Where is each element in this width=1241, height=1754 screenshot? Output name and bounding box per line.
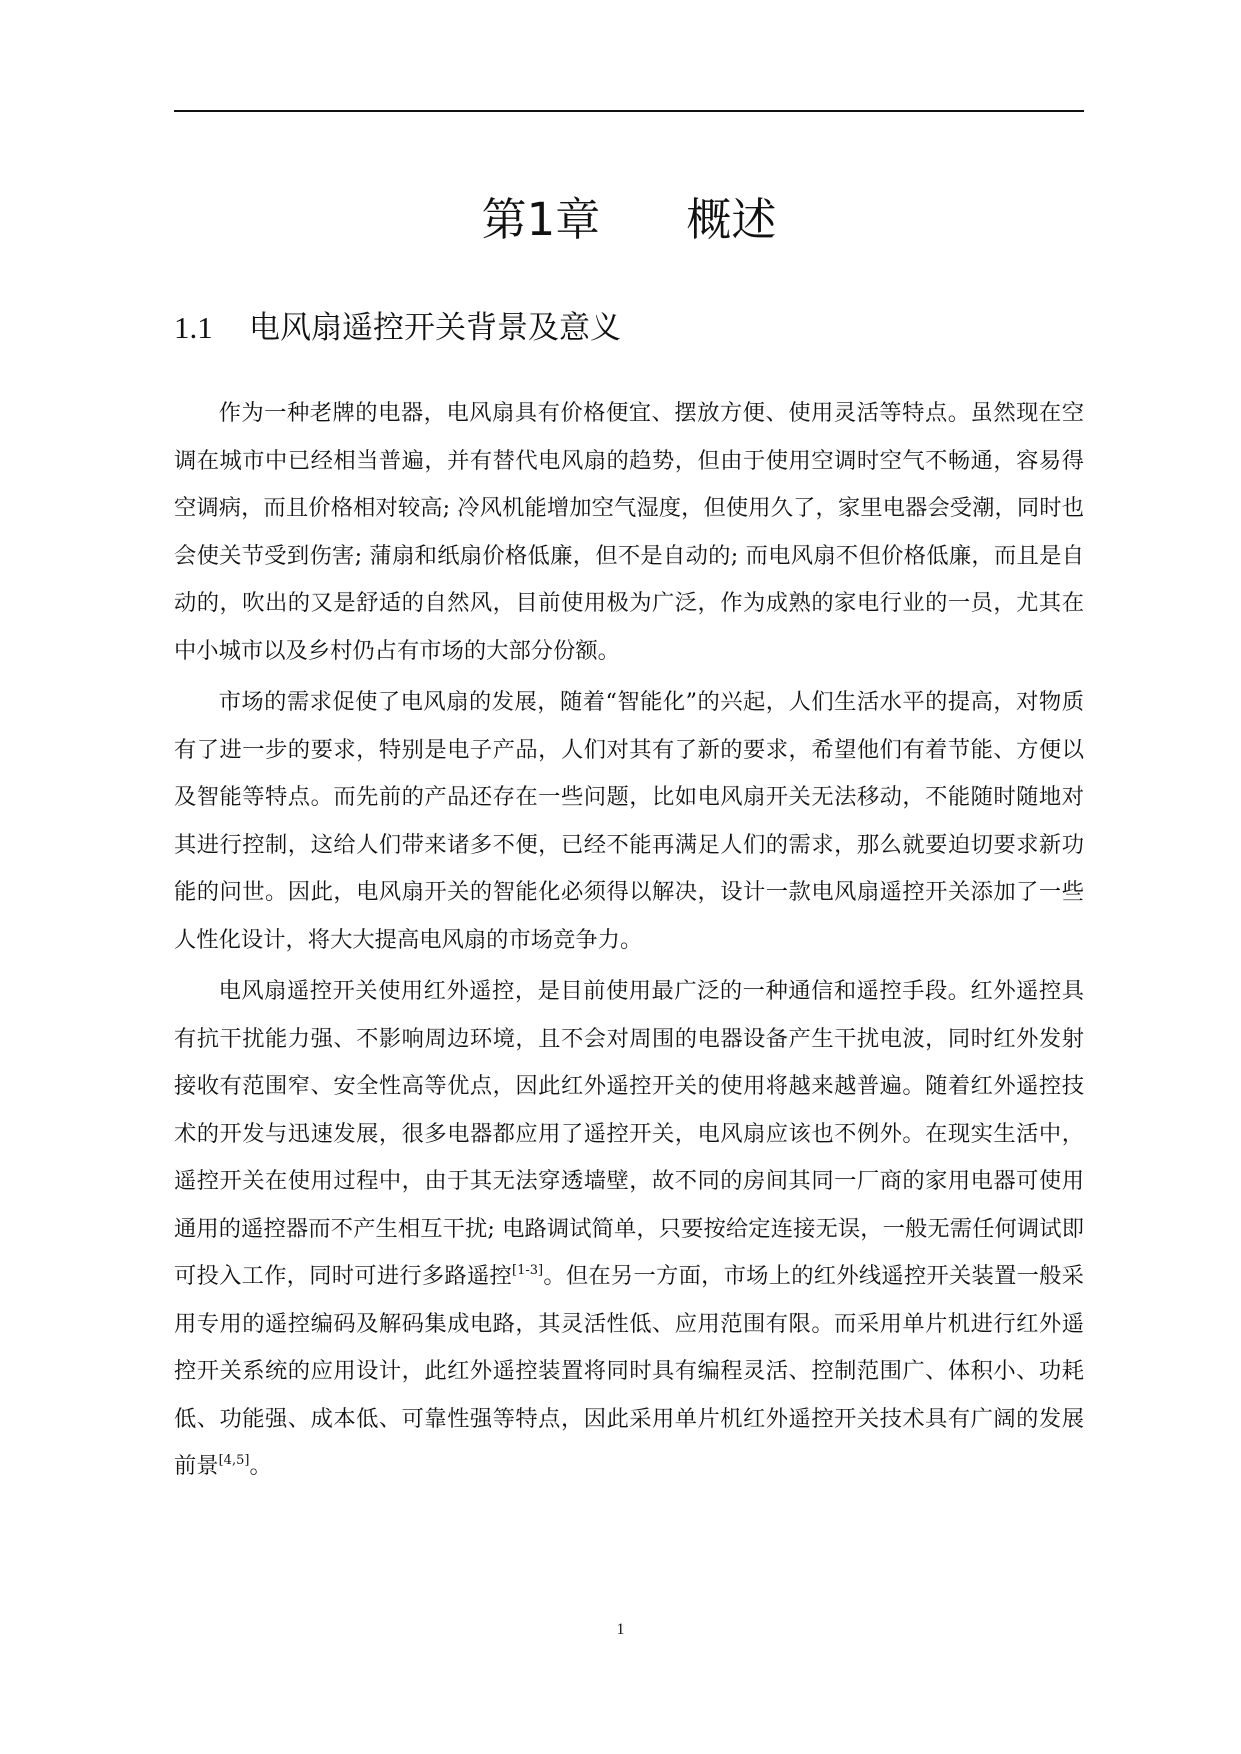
- paragraph-2: 市场的需求促使了电风扇的发展，随着“智能化”的兴起，人们生活水平的提高，对物质有了进一步的要求，特别是电子产品，人们对其有了新的要求，希望他们有着节能、方便以及智能等特点。而先前的产品还存在一些问题，比如电风扇开关无法移动，不能随时随地对其进行控制，这给人们带来诸多不便，已经不能再满足人们的需求，那么就要迫切要求新功能的问世。因此，电风扇开关的智能化必须得以解决，设计一款电风扇遥控开关添加了一些人性化设计，将大大提高电风扇的市场竞争力。: [174, 689, 1084, 953]
- chapter-name: 概述: [686, 193, 777, 246]
- section-heading: [174, 306, 621, 350]
- section-number: 1.1: [174, 310, 213, 345]
- chapter-title: [174, 190, 1084, 250]
- paragraph-3-text-c: 。: [249, 1453, 272, 1479]
- section-title: 电风扇遥控开关背景及意义: [249, 310, 621, 346]
- paragraph-3-text-a: 电风扇遥控开关使用红外遥控，是目前使用最广泛的一种通信和遥控手段。红外遥控具有抗干扰能力强、不影响周边环境，且不会对周围的电器设备产生干扰电波，同时红外发射接收有范围窄、安全性高等优点，因此红外遥控开关的使用将越来越普遍。随着红外遥控技术的开发与迅速发展，很多电器都应用了遥控开关，电风扇应该也不例外。在现实生活中，遥控开关在使用过程中，由于其无法穿透墙壁，故不同的房间其同一厂商的家用电器可使用通用的遥控器而不产生相互干扰; 电路调试简单，只要按给定连接无误，一般无需任何调试即可投入工作，同时可进行多路遥控: [174, 978, 1084, 1289]
- header-rule: [174, 110, 1084, 112]
- chapter-number: 第1章: [481, 193, 601, 246]
- body-text: [174, 390, 1084, 1495]
- paragraph-3-text-b: 。但在另一方面，市场上的红外线遥控开关装置一般采用专用的遥控编码及解码集成电路，其灵活性低、应用范围有限。而采用单片机进行红外遥控开关系统的应用设计，此红外遥控装置将同时具有编程灵活、控制范围广、体积小、功耗低、功能强、成本低、可靠性强等特点，因此采用单片机红外遥控开关技术具有广阔的发展前景: [174, 1263, 1084, 1479]
- paragraph-3: [174, 968, 1084, 1491]
- citation-1-3: [1-3]: [512, 1263, 544, 1278]
- page-number: 1: [616, 1621, 625, 1638]
- paragraph-1: 作为一种老牌的电器，电风扇具有价格便宜、摆放方便、使用灵活等特点。虽然现在空调在城市中已经相当普遍，并有替代电风扇的趋势，但由于使用空调时空气不畅通，容易得空调病，而且价格相对较高; 冷风机能增加空气湿度，但使用久了，家里电器会受潮，同时也会使关节受到伤害; 蒲扇和纸扇价格低廉，但不是自动的; 而电风扇不但价格低廉，而且是自动的，吹出的又是舒适的自然风，目前使用极为广泛，作为成熟的家电行业的一员，尤其在中小城市以及乡村仍占有市场的大部分份额。: [174, 400, 1084, 664]
- citation-4-5: [4,5]: [218, 1453, 250, 1468]
